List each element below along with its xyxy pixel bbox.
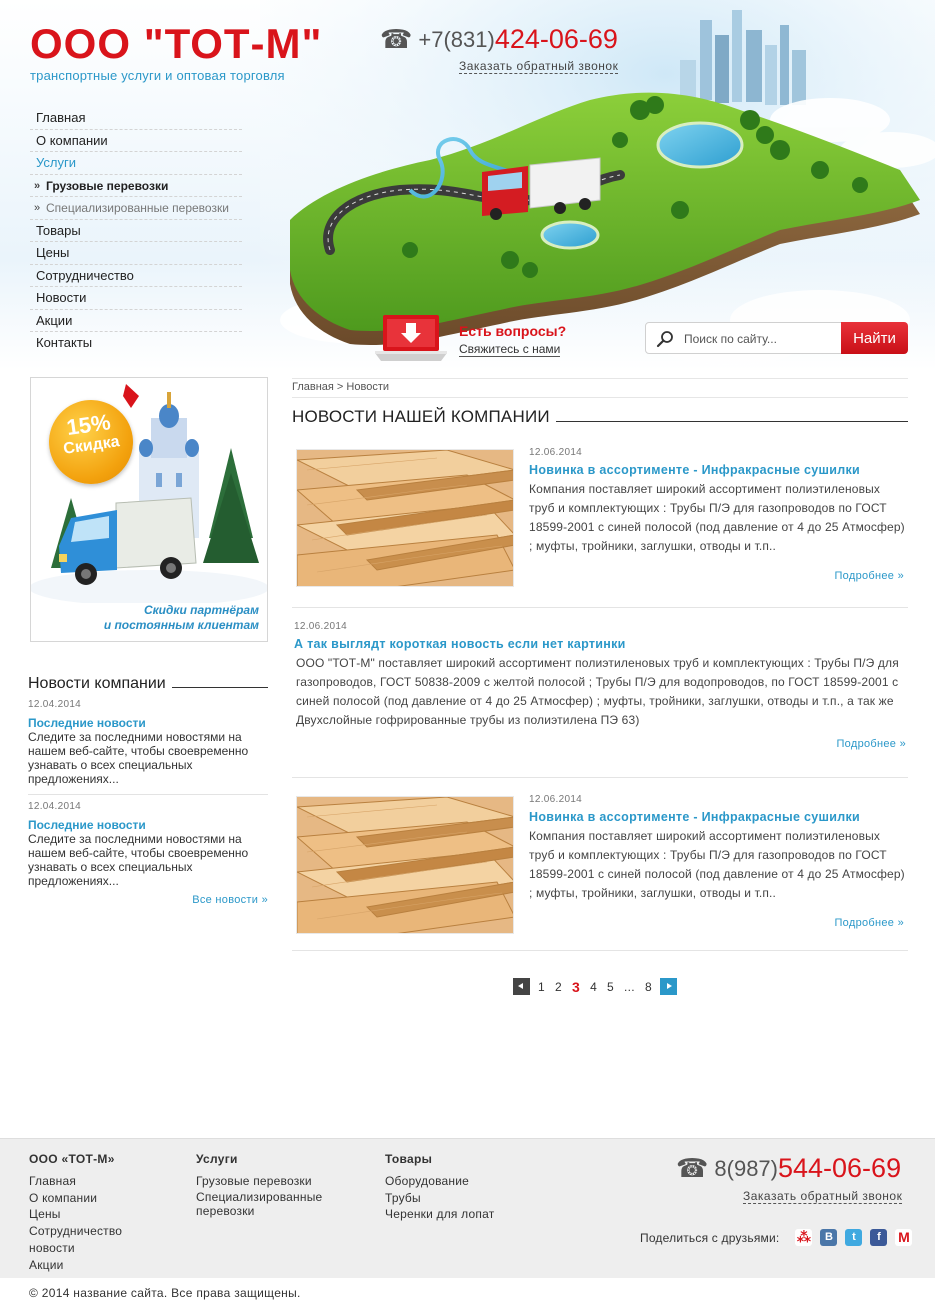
footer-link[interactable]: Акции — [29, 1257, 64, 1272]
copyright: © 2014 название сайта. Все права защищены. — [0, 1278, 935, 1309]
breadcrumb-separator: > — [333, 381, 347, 393]
news-date: 12.04.2014 — [28, 801, 82, 812]
share-ya-icon[interactable]: ⁂ — [796, 1229, 812, 1245]
page-link[interactable]: 5 — [607, 979, 615, 994]
news-article — [292, 778, 908, 951]
footer-link[interactable]: Сотрудничество — [29, 1224, 123, 1239]
footer-link[interactable]: Трубы — [385, 1190, 421, 1205]
next-page-arrow-icon[interactable] — [660, 978, 677, 995]
logo-title: ООО "ТОТ-М" — [30, 20, 323, 67]
search-button[interactable]: Найти — [841, 322, 908, 354]
article-title-link[interactable]: А так выглядт короткая новость если нет картинки — [294, 637, 626, 651]
breadcrumb-home[interactable]: Главная — [292, 381, 334, 393]
footer-link[interactable]: Главная — [29, 1174, 77, 1188]
page-link[interactable]: 4 — [590, 979, 598, 994]
nav-item-prices[interactable]: Цены — [30, 242, 242, 265]
page-link[interactable]: 8 — [644, 979, 652, 994]
article-title-link[interactable]: Новинка в ассортименте - Инфракрасные сушилки — [529, 463, 861, 477]
pagination — [513, 978, 677, 995]
breadcrumb-current: Новости — [346, 381, 390, 393]
nav-item-products[interactable]: Товары — [30, 220, 242, 243]
news-title-link[interactable]: Последние новости — [28, 818, 146, 832]
callback-link[interactable]: Заказать обратный звонок — [459, 59, 619, 73]
share-vk-icon[interactable]: В — [820, 1229, 837, 1246]
nav-item-news[interactable]: Новости — [30, 287, 242, 310]
page-link[interactable]: 1 — [538, 979, 545, 994]
phone-icon: ☎ — [380, 24, 413, 54]
search-input[interactable] — [684, 330, 834, 348]
sidebar-news — [28, 673, 268, 906]
footer-col-title: Товары — [385, 1152, 433, 1166]
footer-col-company — [29, 1152, 122, 1273]
hero-illustration — [260, 0, 935, 370]
main-nav — [30, 107, 242, 355]
discount-badge: 15% Скидка — [44, 395, 139, 490]
footer-link[interactable]: Специализированные перевозки — [196, 1189, 323, 1218]
divider — [556, 421, 908, 422]
search-form — [645, 322, 908, 354]
article-date: 12.06.2014 — [529, 447, 583, 458]
share-facebook-icon[interactable]: f — [870, 1229, 887, 1246]
search-box — [645, 322, 843, 354]
article-text: Компания поставляет широкий ассортимент полиэтиленовых труб и комплектующих : Трубы П/Э для газопроводов по ГОСТ 18599-2001 с синей полосой (под давление от 4 до 25 Атмосфер) ; муфты, тройники, заглушки, отводы и т.п.. — [529, 829, 905, 900]
article-body — [294, 621, 906, 730]
lumber-image — [297, 450, 514, 587]
article-thumbnail[interactable] — [296, 449, 514, 587]
footer-link[interactable]: Черенки для лопат — [385, 1207, 495, 1222]
sidebar-news-item — [28, 695, 268, 794]
nav-item-contacts[interactable]: Контакты — [36, 335, 93, 350]
article-title-link[interactable]: Новинка в ассортименте - Инфракрасные сушилки — [529, 810, 861, 824]
news-title-link[interactable]: Последние новости — [28, 716, 146, 730]
news-date: 12.04.2014 — [28, 699, 82, 710]
footer-link[interactable]: Цены — [29, 1207, 61, 1222]
footer — [0, 1138, 935, 1278]
all-news-link[interactable]: Все новости » — [192, 894, 268, 906]
footer-link[interactable]: О компании — [29, 1190, 98, 1205]
nav-item-home[interactable]: Главная — [30, 107, 242, 130]
nav-subitem-special[interactable]: » Специализированные перевозки — [30, 197, 242, 220]
phone-icon: ☎ — [676, 1153, 709, 1183]
header — [0, 0, 935, 370]
logo-tagline: транспортные услуги и оптовая торговля — [30, 68, 285, 83]
logo[interactable] — [30, 20, 322, 83]
share-twitter-icon[interactable]: t — [845, 1229, 862, 1246]
footer-link[interactable]: новости — [29, 1240, 75, 1255]
share-bar — [640, 1229, 912, 1246]
footer-col-services — [196, 1152, 356, 1218]
footer-link[interactable]: Оборудование — [385, 1174, 470, 1188]
questions-title: Есть вопросы? — [459, 323, 567, 339]
breadcrumb — [292, 378, 908, 398]
nav-item-about[interactable]: О компании — [30, 130, 242, 153]
article-date: 12.06.2014 — [529, 794, 583, 805]
header-phone[interactable]: ☎ +7(831)424-06-69 — [380, 24, 618, 54]
laptop-mail-icon — [375, 315, 447, 363]
nav-item-cooperation[interactable]: Сотрудничество — [30, 265, 242, 288]
sidebar-news-header — [28, 673, 268, 695]
sidebar-news-title: Новости компании — [28, 675, 166, 692]
promo-banner[interactable] — [30, 377, 268, 642]
news-excerpt: Следите за последними новостями на нашем веб-сайте, чтобы своевременно узнавать о всех специальных предложениях... — [28, 730, 249, 786]
divider — [172, 687, 268, 688]
page-title-row — [292, 407, 908, 427]
footer-link[interactable]: Грузовые перевозки — [196, 1174, 312, 1188]
promo-caption: Скидки партнёрам и постоянным клиентам — [103, 603, 259, 632]
page-ellipsis: ... — [624, 979, 635, 994]
share-gmail-icon[interactable]: M — [895, 1229, 912, 1246]
nav-subitem-cargo[interactable]: » Грузовые перевозки — [30, 175, 242, 198]
article-body — [529, 447, 905, 556]
read-more-link[interactable]: Подробнее » — [834, 917, 904, 929]
news-article — [292, 608, 908, 778]
page-link-current[interactable]: 3 — [571, 978, 581, 995]
footer-phone[interactable]: ☎ 8(987)544-06-69 — [676, 1153, 902, 1183]
search-icon — [656, 330, 674, 348]
footer-col-title: Услуги — [196, 1152, 238, 1166]
sidebar-news-item — [28, 794, 268, 896]
footer-callback-link[interactable]: Заказать обратный звонок — [743, 1189, 903, 1203]
article-body — [529, 794, 905, 903]
footer-col-title: ООО «ТОТ-М» — [29, 1152, 115, 1166]
news-excerpt: Следите за последними новостями на нашем веб-сайте, чтобы своевременно узнавать о всех специальных предложениях... — [28, 832, 249, 888]
nav-item-services[interactable]: Услуги — [30, 152, 242, 175]
footer-col-products — [385, 1152, 494, 1223]
article-text: Компания поставляет широкий ассортимент полиэтиленовых труб и комплектующих : Трубы П/Э для газопроводов по ГОСТ 18599-2001 с синей полосой (под давление от 4 до 25 Атмосфер) ; муфты, тройники, заглушки, отводы и т.п.. — [529, 482, 905, 553]
share-label: Поделиться с друзьями: — [640, 1230, 780, 1245]
read-more-link[interactable]: Подробнее » — [836, 738, 906, 750]
prev-page-arrow-icon[interactable] — [513, 978, 530, 995]
lumber-image — [297, 797, 514, 934]
page-title: НОВОСТИ НАШЕЙ КОМПАНИИ — [292, 407, 550, 426]
article-text: ООО "ТОТ-М" поставляет широкий ассортимент полиэтиленовых труб и комплектующих : Трубы П/Э для газопроводов, ГОСТ 50838-2009 с желтой полосой ; Трубы П/Э для водопроводов, по ГОСТ 18599-2001 с синей полосой (под давление от 4 до 25 Атмосфер) ; муфты, тройники, заглушки, отводы и т.п., а так же Двухслойные гофрированные трубы из полиэтилена ПЭ 63) — [296, 656, 899, 727]
article-thumbnail[interactable] — [296, 796, 514, 934]
read-more-link[interactable]: Подробнее » — [834, 570, 904, 582]
news-article — [292, 440, 908, 608]
contact-us-link[interactable]: Свяжитесь с нами — [459, 342, 561, 356]
nav-item-promos[interactable]: Акции — [30, 310, 242, 333]
article-date: 12.06.2014 — [294, 621, 348, 632]
page-link[interactable]: 2 — [554, 979, 562, 994]
